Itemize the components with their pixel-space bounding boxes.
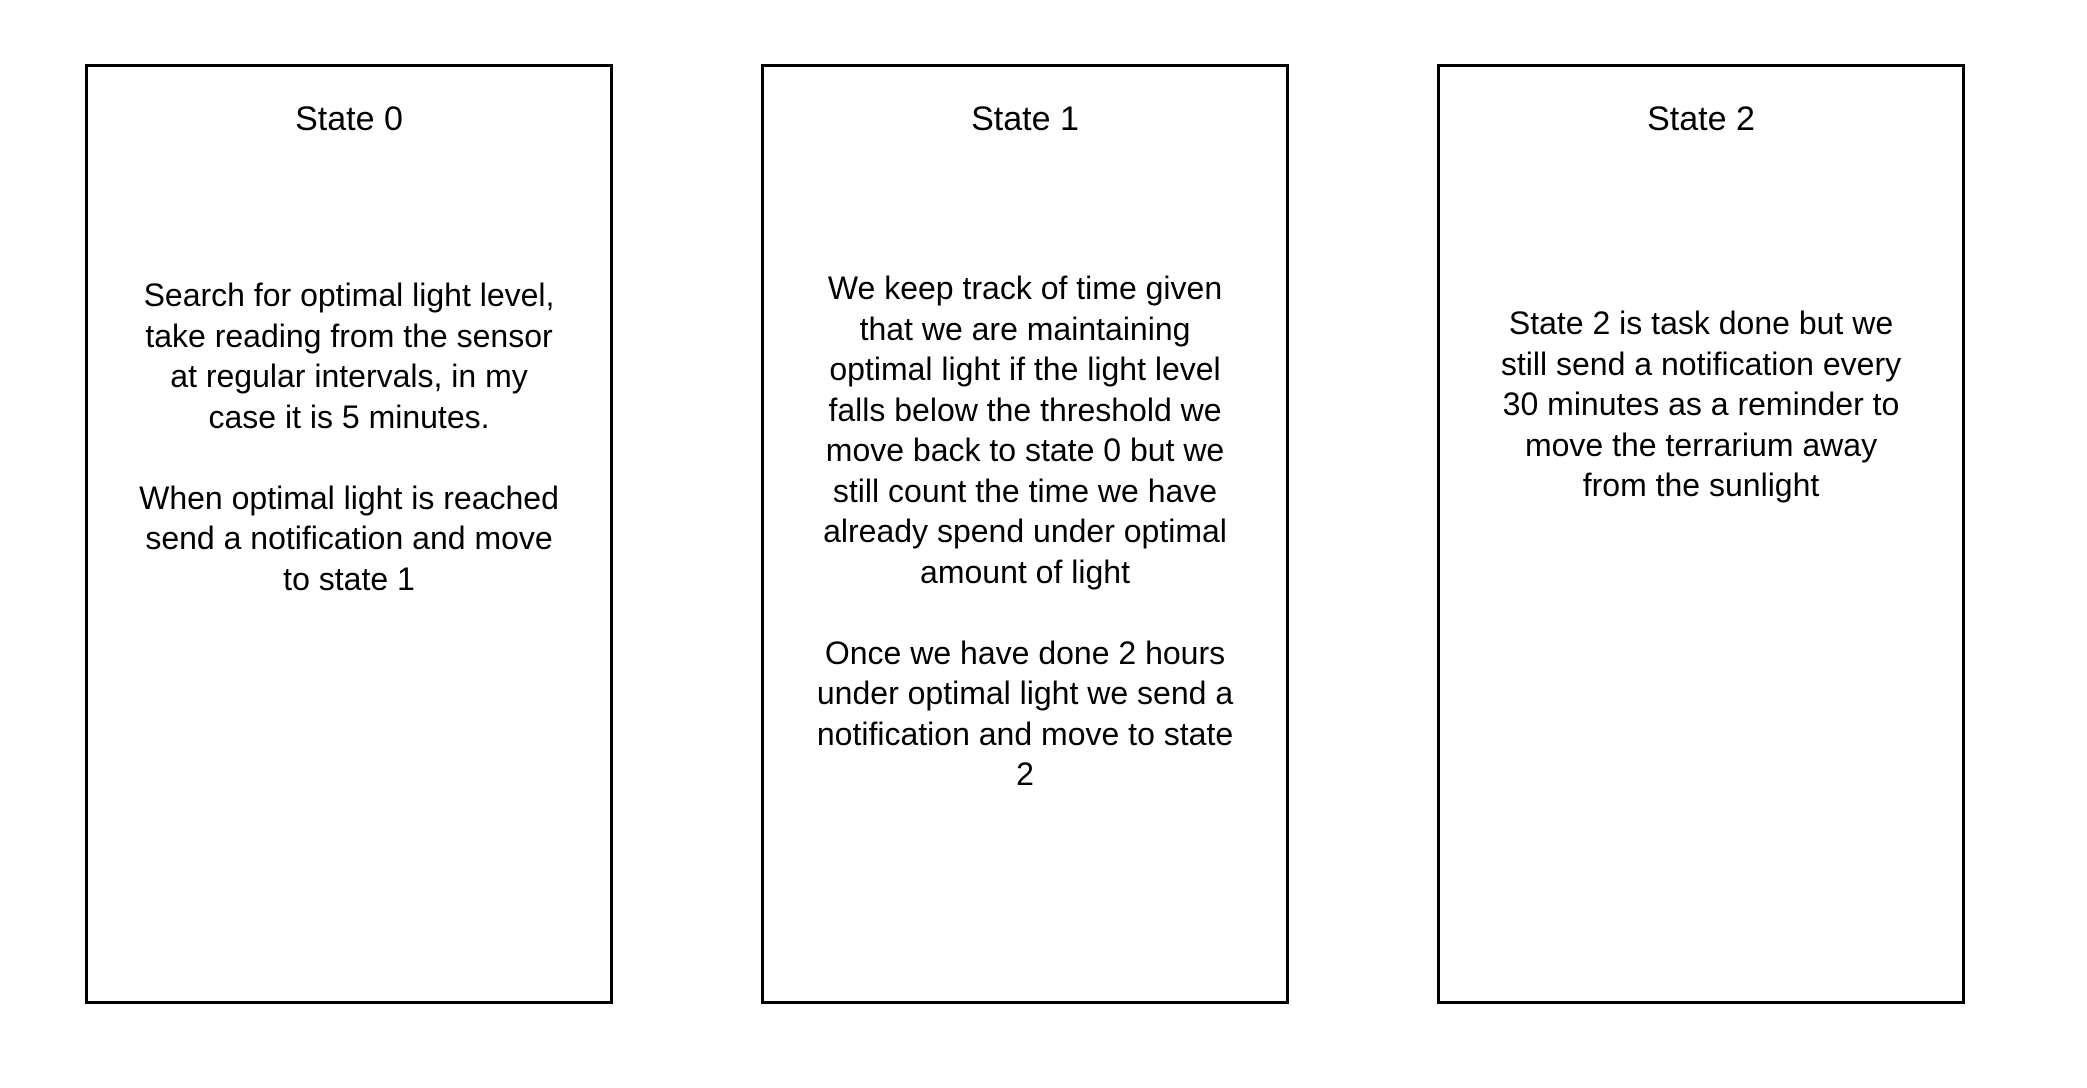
state-2-description [1490,303,1912,506]
state-1-paragraph-2: Once we have done 2 hours under optimal light we send a notification and move to state 2 [816,634,1234,792]
state-0-box [85,64,613,1004]
state-2-paragraph-1: State 2 is task done but we still send a notification every 30 minutes as a reminder to move the terrarium away from the sunlight [1500,305,1902,503]
state-0-paragraph-1: Search for optimal light level, take reading from the sensor at regular intervals, in my case it is 5 minutes. [143,277,555,435]
state-1-paragraph-1: We keep track of time given that we are maintaining optimal light if the light level falls below the threshold we move back to state 0 but we still count the time we have already spend under optimal amount of light [823,270,1227,590]
state-0-description [138,275,560,599]
state-0-title: State 0 [295,100,403,138]
state-0-paragraph-2: When optimal light is reached send a notification and move to state 1 [139,479,559,597]
state-2-box [1437,64,1965,1004]
state-2-title: State 2 [1647,100,1755,138]
state-1-description [814,268,1236,795]
state-1-box [761,64,1289,1004]
state-1-title: State 1 [971,100,1079,138]
